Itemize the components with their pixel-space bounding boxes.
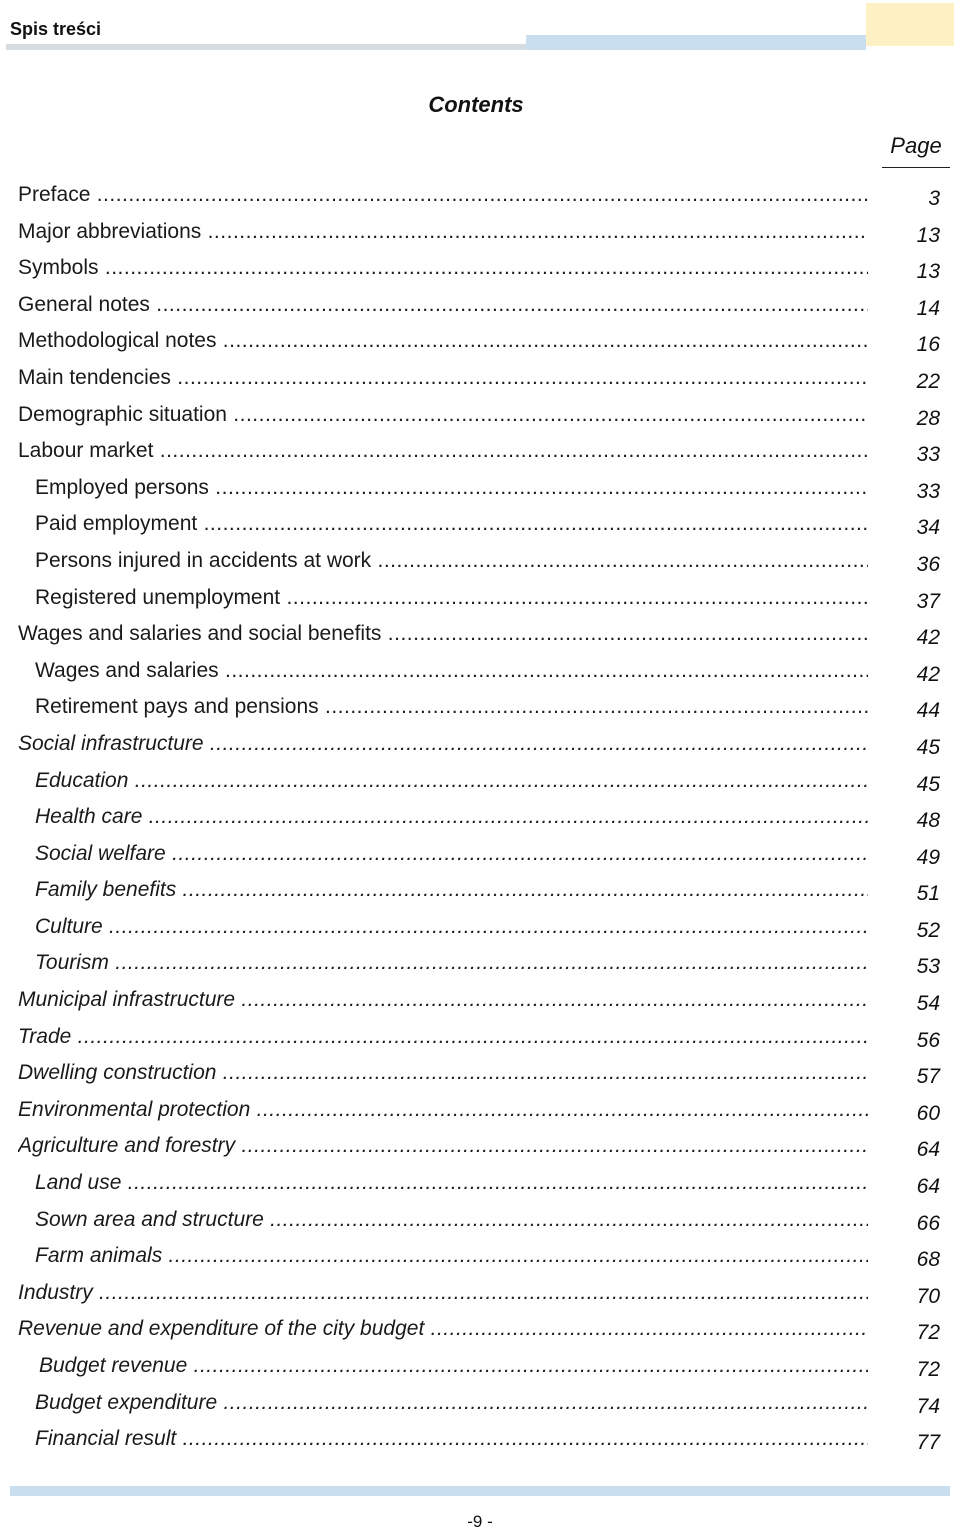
toc-entry-page-number: 52 xyxy=(916,918,940,942)
toc-entry-page-number: 68 xyxy=(916,1248,940,1272)
toc-entry-label: Symbols ..... xyxy=(18,255,868,281)
toc-entry-page-number: 51 xyxy=(916,882,940,906)
toc-entry-page-number: 70 xyxy=(916,1284,940,1308)
toc-entry-label: Sown area and structure ..... xyxy=(35,1207,868,1233)
toc-entry-label: Wages and salaries ..... xyxy=(35,658,868,684)
toc-entry-label: Wages and salaries and social benefits ..... xyxy=(18,621,868,647)
toc-entry-page-number: 45 xyxy=(916,772,940,796)
toc-entry-label: Municipal infrastructure ..... xyxy=(18,987,868,1013)
toc-entry[interactable] xyxy=(0,1385,960,1422)
toc-entry[interactable] xyxy=(0,214,960,251)
toc-entry-label: Methodological notes ..... xyxy=(18,328,868,354)
table-of-contents xyxy=(0,177,960,1458)
toc-entry-page-number: 49 xyxy=(916,845,940,869)
toc-entry[interactable] xyxy=(0,543,960,580)
header-decorative-box xyxy=(866,3,954,46)
toc-entry[interactable] xyxy=(0,1311,960,1348)
toc-entry-label: Registered unemployment ..... xyxy=(35,585,868,611)
toc-entry[interactable] xyxy=(0,1348,960,1385)
toc-entry[interactable] xyxy=(0,1202,960,1239)
toc-entry-page-number: 53 xyxy=(916,955,940,979)
footer-page-number: -9 - xyxy=(467,1512,493,1531)
toc-entry-label: Health care ..... xyxy=(35,804,868,830)
toc-entry-label: Demographic situation ..... xyxy=(18,402,868,428)
toc-entry[interactable] xyxy=(0,726,960,763)
toc-entry-label: Retirement pays and pensions ..... xyxy=(35,694,868,720)
toc-entry-page-number: 45 xyxy=(916,735,940,759)
toc-entry[interactable] xyxy=(0,909,960,946)
toc-entry-label: Culture ..... xyxy=(35,914,868,940)
toc-entry[interactable] xyxy=(0,616,960,653)
toc-entry-label: Industry ..... xyxy=(18,1280,868,1306)
toc-entry[interactable] xyxy=(0,1128,960,1165)
toc-entry-label: Farm animals ..... xyxy=(35,1243,868,1269)
toc-entry[interactable] xyxy=(0,1092,960,1129)
toc-entry-page-number: 44 xyxy=(916,699,940,723)
toc-entry[interactable] xyxy=(0,323,960,360)
toc-entry-label: Labour market ..... xyxy=(18,438,868,464)
toc-entry-page-number: 64 xyxy=(916,1175,940,1199)
toc-entry[interactable] xyxy=(0,1275,960,1312)
toc-entry-page-number: 48 xyxy=(916,809,940,833)
toc-entry-label: Education ..... xyxy=(35,768,868,794)
toc-entry-page-number: 3 xyxy=(928,187,940,210)
toc-entry-page-number: 28 xyxy=(916,406,940,430)
toc-entry-page-number: 66 xyxy=(916,1211,940,1235)
toc-entry[interactable] xyxy=(0,653,960,690)
toc-entry[interactable] xyxy=(0,982,960,1019)
document-title: Contents xyxy=(428,92,524,117)
toc-entry-page-number: 72 xyxy=(916,1321,940,1345)
toc-entry-label: Budget revenue ..... xyxy=(39,1353,868,1379)
page-column-label: Page xyxy=(882,133,950,168)
toc-entry-label: Social infrastructure ..... xyxy=(18,731,868,757)
toc-entry-label: Tourism ..... xyxy=(35,950,868,976)
toc-entry[interactable] xyxy=(0,177,960,214)
toc-entry-label: Preface ..... xyxy=(18,182,868,208)
toc-entry[interactable] xyxy=(0,1019,960,1056)
toc-entry[interactable] xyxy=(0,250,960,287)
toc-entry-page-number: 42 xyxy=(916,662,940,686)
header-title: Spis treści xyxy=(10,19,102,39)
toc-entry-page-number: 14 xyxy=(916,296,940,320)
toc-entry[interactable] xyxy=(0,1165,960,1202)
toc-entry[interactable] xyxy=(0,763,960,800)
toc-entry-page-number: 13 xyxy=(916,260,940,284)
toc-entry[interactable] xyxy=(0,945,960,982)
toc-entry[interactable] xyxy=(0,799,960,836)
toc-entry-label: Paid employment ..... xyxy=(35,511,868,537)
toc-entry-label: Trade ..... xyxy=(18,1024,868,1050)
toc-entry-label: General notes ..... xyxy=(18,292,868,318)
toc-entry-page-number: 33 xyxy=(916,479,940,503)
toc-entry[interactable] xyxy=(0,287,960,324)
toc-entry-page-number: 72 xyxy=(916,1358,940,1381)
toc-entry-page-number: 16 xyxy=(916,333,940,357)
toc-entry-page-number: 13 xyxy=(916,223,940,247)
toc-entry-page-number: 64 xyxy=(916,1138,940,1162)
footer-decorative-bar xyxy=(10,1486,950,1496)
toc-entry-page-number: 34 xyxy=(916,516,940,540)
toc-entry-page-number: 37 xyxy=(916,589,940,613)
toc-entry[interactable] xyxy=(0,470,960,507)
toc-entry[interactable] xyxy=(0,836,960,873)
header-decorative-bar-gray xyxy=(6,44,526,50)
header-decorative-bar-blue xyxy=(526,35,866,50)
toc-entry-page-number: 57 xyxy=(916,1065,940,1089)
toc-entry-label: Environmental protection ..... xyxy=(18,1097,868,1123)
toc-entry-label: Employed persons ..... xyxy=(35,475,868,501)
toc-entry-label: Persons injured in accidents at work ..... xyxy=(35,548,868,574)
toc-entry-label: Revenue and expenditure of the city budget ..... xyxy=(18,1316,868,1342)
toc-entry-page-number: 56 xyxy=(916,1028,940,1052)
toc-entry-page-number: 60 xyxy=(916,1101,940,1125)
toc-entry-label: Financial result ..... xyxy=(35,1426,868,1452)
toc-entry[interactable] xyxy=(0,506,960,543)
toc-entry[interactable] xyxy=(0,433,960,470)
page-header xyxy=(0,0,960,56)
toc-entry-label: Family benefits ..... xyxy=(35,877,868,903)
toc-entry-label: Dwelling construction ..... xyxy=(18,1060,868,1086)
toc-entry-page-number: 36 xyxy=(916,552,940,576)
toc-entry[interactable] xyxy=(0,1055,960,1092)
toc-entry[interactable] xyxy=(0,580,960,617)
toc-entry-page-number: 77 xyxy=(916,1431,940,1455)
toc-entry-page-number: 22 xyxy=(916,369,940,393)
toc-entry[interactable] xyxy=(0,397,960,434)
toc-entry[interactable] xyxy=(0,360,960,397)
toc-entry[interactable] xyxy=(0,1238,960,1275)
toc-entry-label: Major abbreviations ..... xyxy=(18,219,868,245)
toc-entry-label: Land use ..... xyxy=(35,1170,868,1196)
toc-entry-page-number: 54 xyxy=(916,992,940,1016)
toc-entry-label: Agriculture and forestry ..... xyxy=(18,1133,868,1159)
toc-entry-label: Main tendencies ..... xyxy=(18,365,868,391)
toc-entry-label: Social welfare ..... xyxy=(35,841,868,867)
toc-entry-page-number: 74 xyxy=(916,1394,940,1418)
toc-entry[interactable] xyxy=(0,1421,960,1458)
toc-entry[interactable] xyxy=(0,872,960,909)
toc-entry-label: Budget expenditure ..... xyxy=(35,1390,868,1416)
toc-entry-page-number: 42 xyxy=(916,626,940,650)
toc-entry-page-number: 33 xyxy=(916,443,940,467)
toc-entry[interactable] xyxy=(0,689,960,726)
